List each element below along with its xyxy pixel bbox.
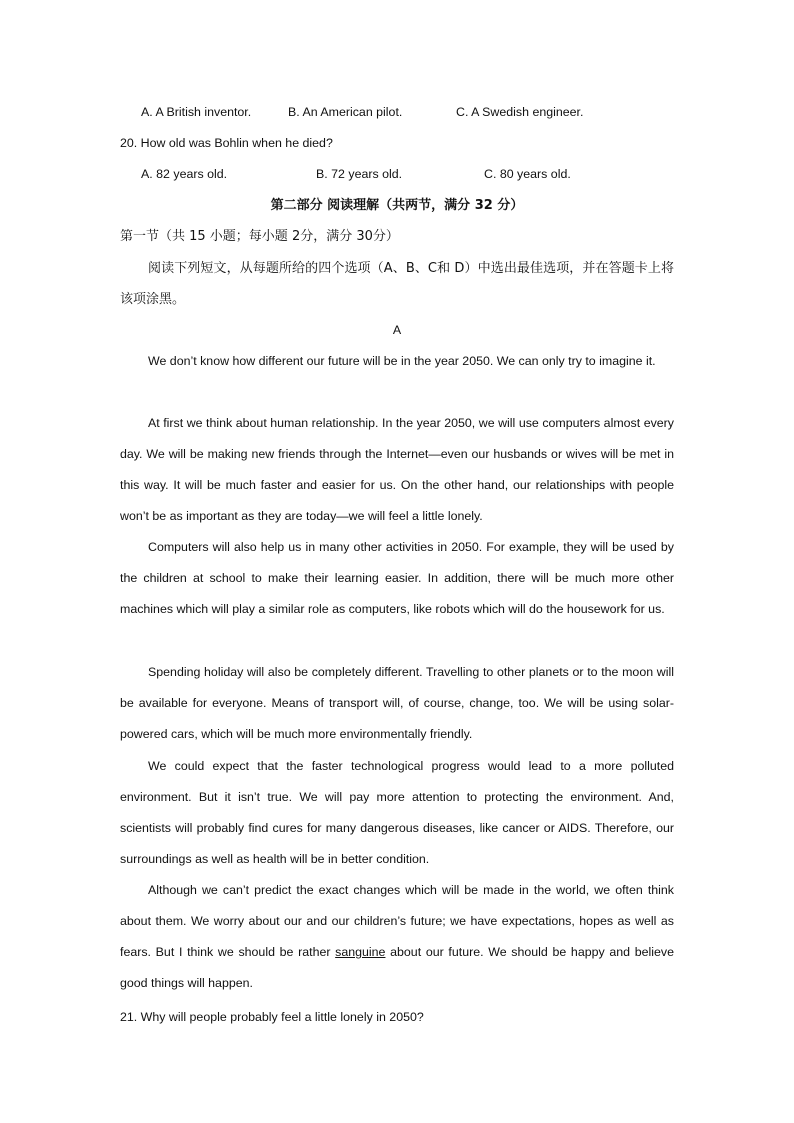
- paragraph-4: Spending holiday will also be completely different. Travelling to other planets or to the moon will be available for everyone. Means of transport will, of course, change, too. We will be using solar-powered cars, which will be much more environmentally friendly.: [120, 665, 674, 742]
- paragraph-5: We could expect that the faster technological progress would lead to a more polluted environment. But it isn’t true. We will pay more attention to protecting the environment. And, scientists will probably find cures for many dangerous diseases, like cancer or AIDS. Therefore, our surroundings as well as health will be in better condition.: [120, 759, 674, 867]
- underlined-word-sanguine: sanguine: [335, 945, 386, 960]
- paragraph-6-text-before: Although we can’t predict the exact changes which will be made in the world, we often think about them. We worry about our and our children’s future; we have expectations, hopes as well as fears. But I think we should be rather: [120, 883, 674, 960]
- instructions: 阅读下列短文，从每题所给的四个选项（A、B、C和 D）中选出最佳选项，并在答题卡上将该项涂黑。: [120, 261, 674, 307]
- q20-question: 20. How old was Bohlin when he died?: [120, 136, 333, 150]
- paragraph-6-text-after: about our future. We should be happy and believe good things will happen.: [120, 945, 674, 991]
- q19-option-b[interactable]: B. An American pilot.: [288, 105, 403, 119]
- section1-title: 第一节（共 15 小题；每小题 2分，满分 30分）: [120, 229, 399, 244]
- q20-option-c[interactable]: C. 80 years old.: [484, 167, 571, 181]
- q20-option-a[interactable]: A. 82 years old.: [141, 167, 228, 181]
- q19-option-a[interactable]: A. A British inventor.: [141, 105, 252, 119]
- paragraph-2: At first we think about human relationship. In the year 2050, we will use computers almost every day. We will be making new friends through the Internet—even our husbands or wives will be met in this way. It will be much faster and easier for us. On the other hand, our relationships with people won’t be as important as they are today—we will feel a little lonely.: [120, 416, 674, 524]
- passage-label: A: [392, 323, 402, 337]
- q20-option-b[interactable]: B. 72 years old.: [316, 167, 403, 181]
- part2-title: 第二部分 阅读理解（共两节，满分 32 分）: [270, 198, 524, 213]
- paragraph-1: We don’t know how different our future will be in the year 2050. We can only try to imagine it.: [148, 354, 656, 368]
- paragraph-3: Computers will also help us in many other activities in 2050. For example, they will be used by the children at school to make their learning easier. In addition, there will be much more other machines which will play a similar role as computers, like robots which will do the housework for us.: [120, 540, 674, 617]
- q19-option-c[interactable]: C. A Swedish engineer.: [456, 105, 584, 119]
- q21-question: 21. Why will people probably feel a little lonely in 2050?: [120, 1010, 424, 1024]
- paragraph-6: [120, 875, 674, 999]
